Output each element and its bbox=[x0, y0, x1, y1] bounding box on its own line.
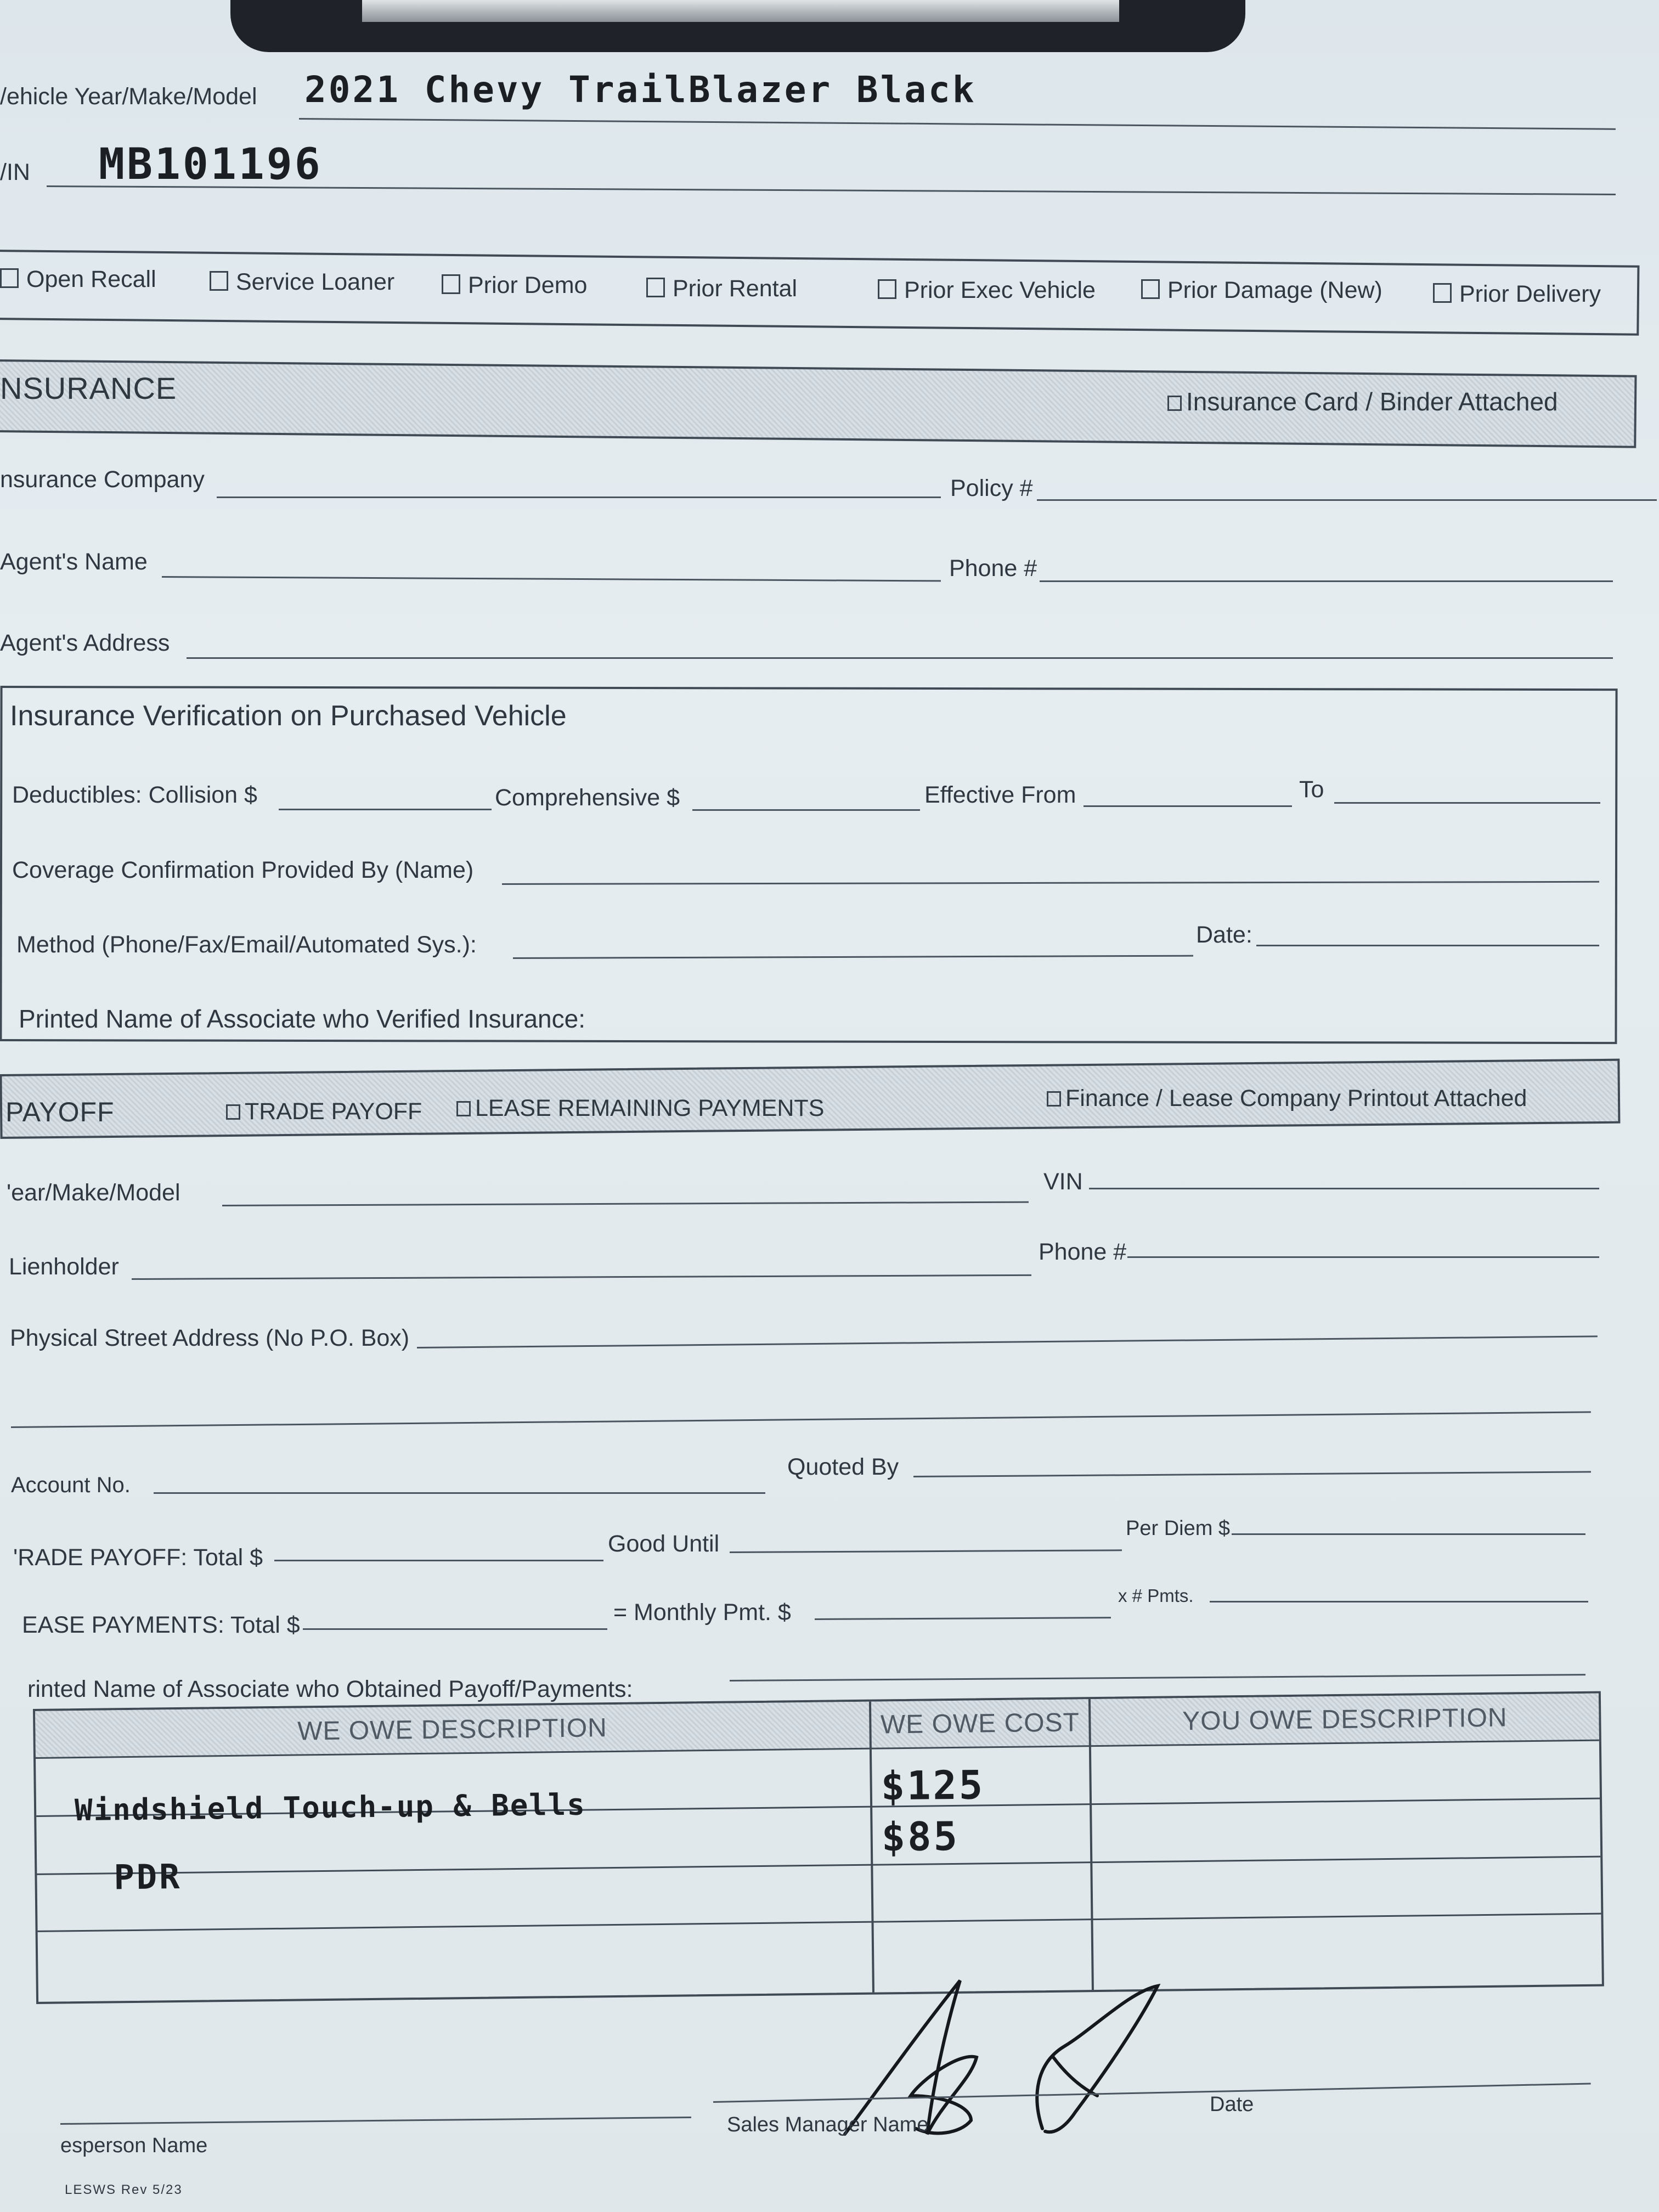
checkbox-prior-demo[interactable] bbox=[442, 272, 587, 299]
lienholder-line[interactable] bbox=[132, 1274, 1031, 1280]
lease-remaining-box[interactable] bbox=[456, 1101, 471, 1116]
table-row-rule-2 bbox=[37, 1856, 1600, 1875]
per-diem-label: Per Diem $ bbox=[1126, 1517, 1231, 1540]
checkbox-prior-demo-box[interactable] bbox=[442, 274, 460, 294]
checkbox-prior-damage-label: Prior Damage (New) bbox=[1167, 277, 1383, 303]
comprehensive-line[interactable] bbox=[692, 809, 920, 811]
you-owe-description-header: YOU OWE DESCRIPTION bbox=[1091, 1694, 1599, 1745]
lienholder-phone-line[interactable] bbox=[1127, 1256, 1599, 1258]
sales-manager-name-label: Sales Manager Name bbox=[727, 2113, 929, 2136]
agent-address-label: Agent's Address bbox=[0, 630, 170, 656]
payoff-ymm-label: 'ear/Make/Model bbox=[7, 1180, 180, 1206]
vehicle-vin-value[interactable]: MB101196 bbox=[99, 140, 323, 189]
trade-payoff-checkbox[interactable] bbox=[226, 1098, 422, 1125]
agent-name-label: Agent's Name bbox=[0, 549, 148, 575]
checkbox-prior-exec-vehicle-box[interactable] bbox=[878, 279, 896, 299]
agent-name-line[interactable] bbox=[162, 576, 941, 582]
checkbox-open-recall-box[interactable] bbox=[0, 268, 19, 288]
insurance-card-attached-label: Insurance Card / Binder Attached bbox=[1186, 387, 1558, 416]
lienholder-phone-label: Phone # bbox=[1039, 1239, 1127, 1265]
deductibles-collision-label: Deductibles: Collision $ bbox=[12, 782, 257, 808]
clipboard-clip-bar bbox=[362, 0, 1119, 22]
checkbox-prior-demo-label: Prior Demo bbox=[468, 272, 588, 298]
quoted-by-line[interactable] bbox=[913, 1471, 1591, 1477]
effective-from-line[interactable] bbox=[1084, 805, 1292, 807]
insurance-header: NSURANCE bbox=[0, 371, 177, 405]
checkbox-prior-damage[interactable] bbox=[1141, 277, 1383, 304]
payoff-vin-label: VIN bbox=[1043, 1169, 1083, 1195]
we-owe-description-header: WE OWE DESCRIPTION bbox=[35, 1702, 870, 1757]
verified-by-label: Printed Name of Associate who Verified Insurance: bbox=[19, 1005, 586, 1033]
account-no-line[interactable] bbox=[154, 1492, 765, 1494]
monthly-pmt-line[interactable] bbox=[815, 1617, 1111, 1620]
trade-payoff-total-line[interactable] bbox=[274, 1560, 603, 1561]
table-row-1-desc[interactable]: Windshield Touch-up & Bells bbox=[74, 1787, 586, 1828]
checkbox-prior-exec-vehicle[interactable] bbox=[878, 277, 1096, 304]
vehicle-vin-label: /IN bbox=[0, 159, 30, 185]
method-label: Method (Phone/Fax/Email/Automated Sys.): bbox=[16, 932, 477, 958]
insurance-card-attached-box[interactable] bbox=[1167, 396, 1182, 411]
payoff-header: PAYOFF bbox=[5, 1097, 115, 1127]
account-no-label: Account No. bbox=[11, 1473, 131, 1497]
checkbox-prior-rental-label: Prior Rental bbox=[673, 275, 798, 302]
agent-address-line[interactable] bbox=[187, 657, 1613, 659]
agent-phone-label: Phone # bbox=[949, 555, 1037, 582]
signature-date-label: Date bbox=[1210, 2093, 1254, 2116]
obtained-payoff-line[interactable] bbox=[730, 1674, 1585, 1681]
lease-remaining-label: LEASE REMAINING PAYMENTS bbox=[475, 1095, 825, 1121]
salesperson-name-label: esperson Name bbox=[60, 2134, 208, 2157]
comprehensive-label: Comprehensive $ bbox=[495, 785, 680, 811]
effective-to-label: To bbox=[1299, 776, 1324, 803]
monthly-pmt-label: = Monthly Pmt. $ bbox=[613, 1599, 791, 1626]
printout-attached-label: Finance / Lease Company Printout Attached bbox=[1065, 1085, 1527, 1111]
checkbox-service-loaner[interactable] bbox=[210, 269, 394, 296]
checkbox-open-recall-label: Open Recall bbox=[26, 266, 156, 292]
checkbox-service-loaner-label: Service Loaner bbox=[236, 269, 395, 295]
good-until-line[interactable] bbox=[730, 1549, 1122, 1553]
quoted-by-label: Quoted By bbox=[787, 1454, 899, 1480]
vehicle-ymm-value[interactable]: 2021 Chevy TrailBlazer Black bbox=[304, 69, 977, 111]
method-date-line[interactable] bbox=[1256, 945, 1599, 946]
vehicle-ymm-label: /ehicle Year/Make/Model bbox=[0, 83, 257, 110]
form-revision: LESWS Rev 5/23 bbox=[65, 2182, 183, 2197]
checkbox-prior-damage-box[interactable] bbox=[1141, 279, 1160, 299]
checkbox-prior-delivery-box[interactable] bbox=[1433, 283, 1452, 303]
per-diem-line[interactable] bbox=[1232, 1533, 1585, 1535]
deductibles-collision-line[interactable] bbox=[279, 809, 492, 810]
we-owe-table bbox=[33, 1691, 1604, 2004]
lease-payments-total-line[interactable] bbox=[303, 1628, 607, 1630]
checkbox-service-loaner-box[interactable] bbox=[210, 271, 228, 291]
lease-payments-total-label: EASE PAYMENTS: Total $ bbox=[22, 1612, 300, 1638]
payoff-vin-line[interactable] bbox=[1089, 1188, 1599, 1189]
street-address-label: Physical Street Address (No P.O. Box) bbox=[10, 1325, 410, 1351]
insurance-company-line[interactable] bbox=[217, 496, 941, 498]
insurance-policy-label: Policy # bbox=[950, 475, 1033, 501]
checkbox-prior-delivery-label: Prior Delivery bbox=[1459, 281, 1601, 307]
effective-to-line[interactable] bbox=[1334, 802, 1600, 804]
checkbox-open-recall[interactable] bbox=[0, 266, 156, 293]
insurance-card-attached-checkbox[interactable] bbox=[1167, 387, 1558, 416]
checkbox-prior-rental-box[interactable] bbox=[646, 278, 665, 297]
table-row-rule-3 bbox=[38, 1913, 1601, 1932]
vehicle-ymm-line bbox=[299, 118, 1616, 130]
num-pmts-label: x # Pmts. bbox=[1118, 1585, 1194, 1606]
checkbox-prior-delivery[interactable] bbox=[1433, 281, 1601, 308]
lienholder-label: Lienholder bbox=[9, 1254, 119, 1280]
table-row-2-desc[interactable]: PDR bbox=[114, 1856, 182, 1898]
trade-payoff-total-label: 'RADE PAYOFF: Total $ bbox=[13, 1544, 263, 1571]
verification-title: Insurance Verification on Purchased Vehicle bbox=[10, 700, 567, 732]
checkbox-prior-exec-vehicle-label: Prior Exec Vehicle bbox=[904, 277, 1096, 303]
trade-payoff-box[interactable] bbox=[226, 1104, 240, 1120]
num-pmts-line[interactable] bbox=[1210, 1601, 1588, 1602]
method-date-label: Date: bbox=[1196, 922, 1252, 948]
agent-phone-line[interactable] bbox=[1040, 580, 1613, 582]
lease-remaining-checkbox[interactable] bbox=[456, 1095, 824, 1122]
effective-from-label: Effective From bbox=[924, 782, 1076, 808]
table-row-2-cost[interactable]: $85 bbox=[881, 1813, 960, 1860]
street-address-line-2[interactable] bbox=[11, 1411, 1591, 1428]
printout-attached-checkbox[interactable] bbox=[1047, 1085, 1527, 1112]
table-row-1-cost[interactable]: $125 bbox=[881, 1762, 985, 1809]
payoff-ymm-line[interactable] bbox=[222, 1201, 1029, 1206]
good-until-label: Good Until bbox=[608, 1531, 720, 1557]
we-owe-cost-header: WE OWE COST bbox=[871, 1699, 1089, 1747]
insurance-policy-line[interactable] bbox=[1037, 499, 1657, 501]
trade-payoff-label: TRADE PAYOFF bbox=[245, 1098, 422, 1125]
salesperson-line[interactable] bbox=[60, 2117, 691, 2125]
obtained-payoff-label: rinted Name of Associate who Obtained Payoff/Payments: bbox=[27, 1676, 633, 1702]
checkbox-prior-rental[interactable] bbox=[646, 275, 797, 302]
vehicle-vin-line bbox=[47, 185, 1616, 195]
printout-attached-box[interactable] bbox=[1047, 1091, 1061, 1107]
street-address-line[interactable] bbox=[417, 1335, 1598, 1348]
insurance-company-label: nsurance Company bbox=[0, 466, 205, 493]
coverage-confirmation-label: Coverage Confirmation Provided By (Name) bbox=[12, 857, 474, 883]
